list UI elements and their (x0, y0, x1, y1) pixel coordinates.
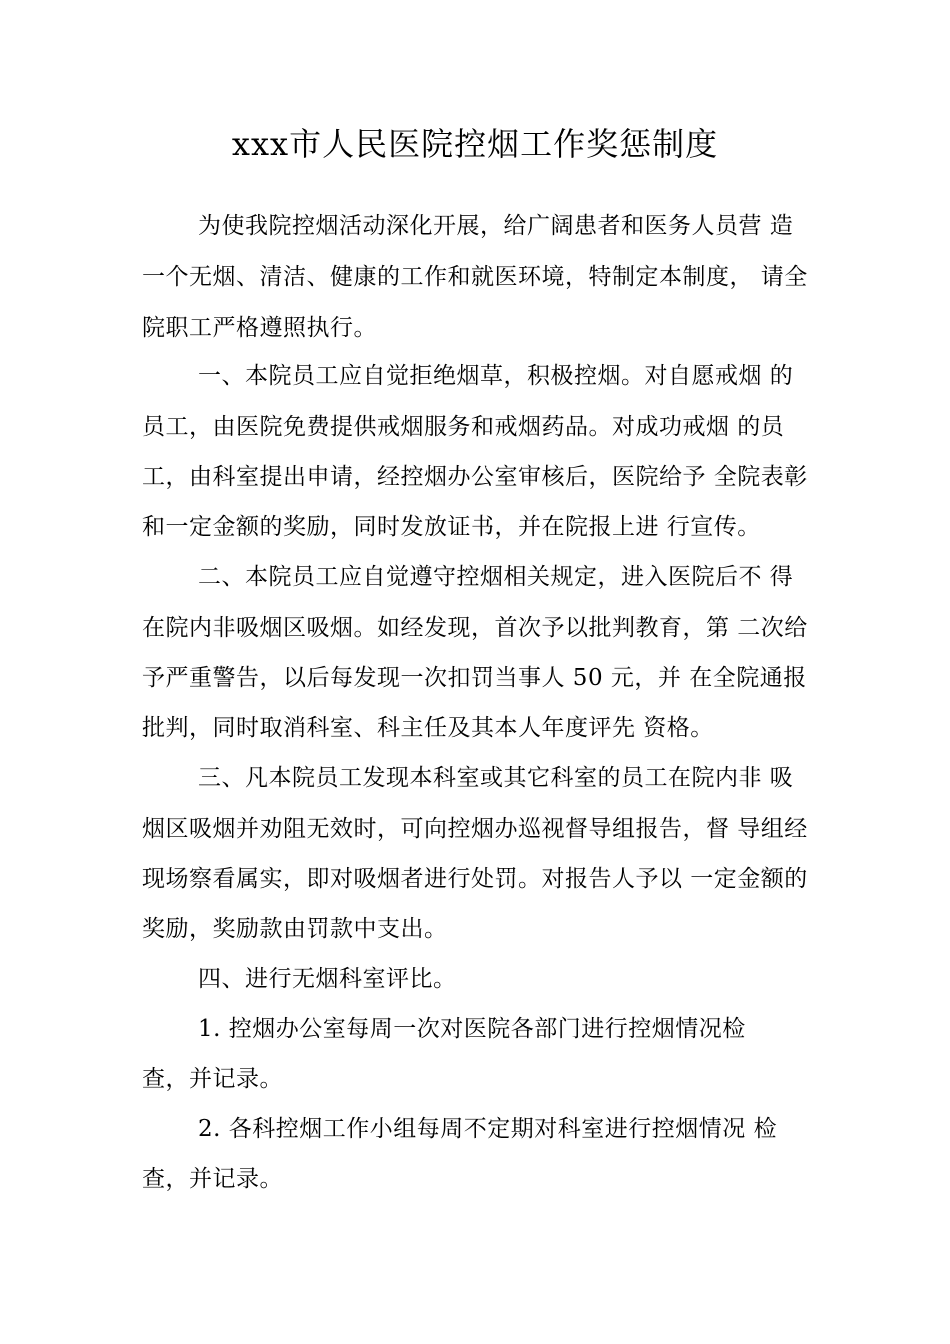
text-line: 批判，同时取消科室、科主任及其本人年度评先 资格。 (142, 715, 714, 741)
text-line: 和一定金额的奖励，同时发放证书，并在院报上进 行宣传。 (142, 514, 761, 540)
text-line: 予严重警告，以后每发现一次扣罚当事人 50 元，并 在全院通报 (142, 665, 807, 691)
text-line: 一、本院员工应自觉拒绝烟草，积极控烟。对自愿戒烟 的 (198, 363, 794, 389)
text-line: 烟区吸烟并劝阻无效时，可向控烟办巡视督导组报告，督 导组经 (142, 816, 808, 842)
text-line: 为使我院控烟活动深化开展，给广阔患者和医务人员营 造 (198, 213, 794, 239)
document-title: xxx市人民医院控烟工作奖惩制度 (231, 125, 719, 163)
text-line: 三、凡本院员工发现本科室或其它科室的员工在院内非 吸 (198, 765, 794, 791)
text-line: 工，由科室提出申请，经控烟办公室审核后，医院给予 全院表彰 (142, 464, 808, 490)
list-item-line: 查，并记录。 (142, 1066, 283, 1092)
list-item-line: 查，并记录。 (142, 1166, 283, 1192)
text-line: 员工，由医院免费提供戒烟服务和戒烟药品。对成功戒烟 的员 (142, 414, 785, 440)
list-item-line: 1. 控烟办公室每周一次对医院各部门进行控烟情况检 (198, 1016, 746, 1042)
text-line: 二、本院员工应自觉遵守控烟相关规定，进入医院后不 得 (198, 564, 794, 590)
text-line: 四、进行无烟科室评比。 (198, 966, 457, 992)
text-line: 院职工严格遵照执行。 (142, 315, 377, 341)
text-line: 现场察看属实，即对吸烟者进行处罚。对报告人予以 一定金额的 (142, 866, 808, 892)
text-line: 一个无烟、清洁、健康的工作和就医环境，特制定本制度， 请全 (142, 264, 808, 290)
list-item-line: 2. 各科控烟工作小组每周不定期对科室进行控烟情况 检 (198, 1116, 778, 1142)
text-line: 在院内非吸烟区吸烟。如经发现，首次予以批判教育，第 二次给 (142, 615, 808, 641)
text-line: 奖励，奖励款由罚款中支出。 (142, 916, 448, 942)
